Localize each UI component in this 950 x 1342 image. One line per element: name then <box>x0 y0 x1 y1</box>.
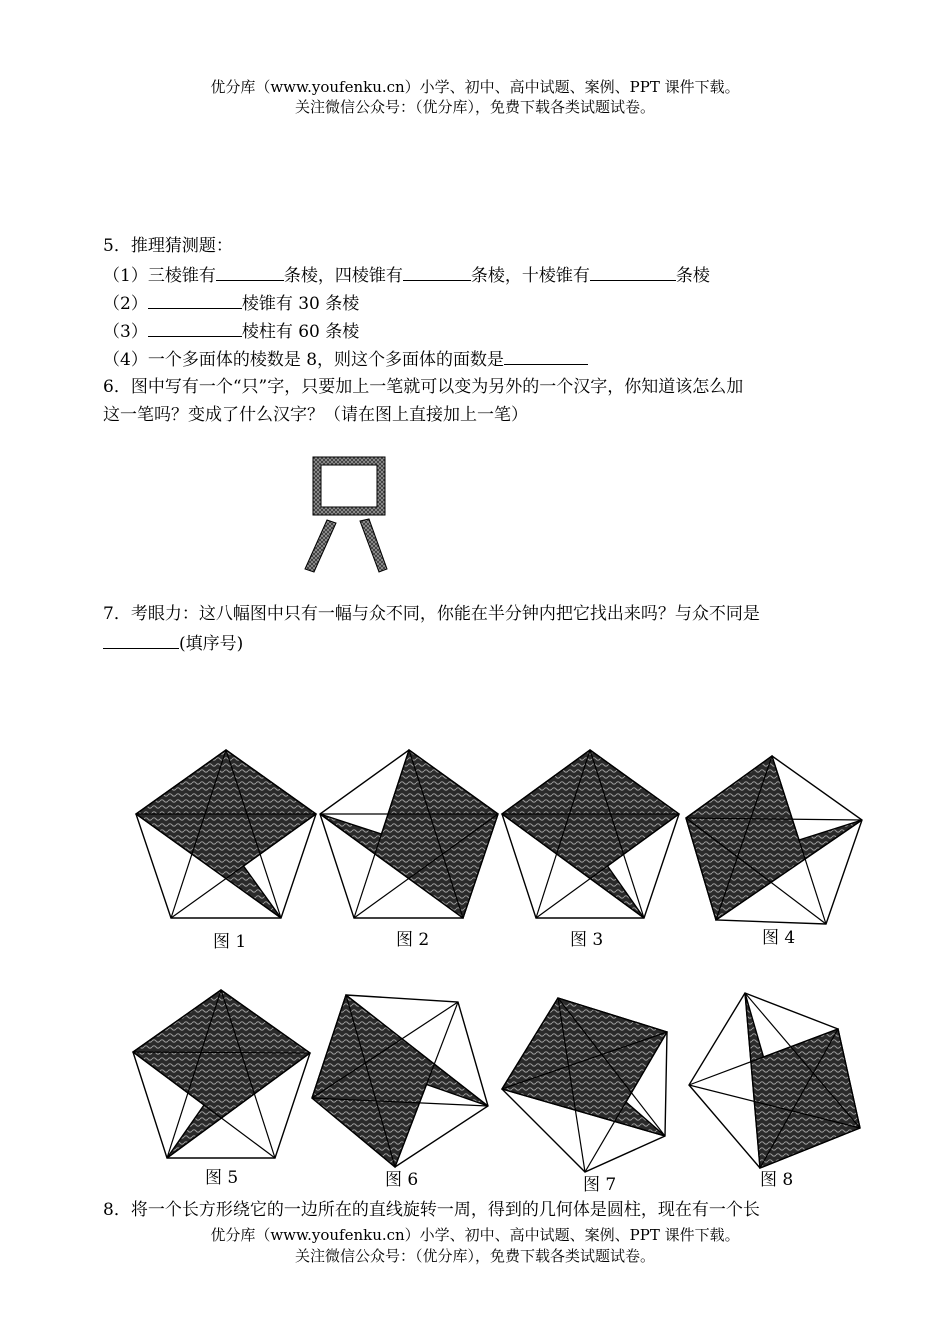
figure-caption: 图 7 <box>583 1175 617 1195</box>
footer-line-1: 优分库（www.youfenku.cn）小学、初中、高中试题、案例、PPT 课件下载。 <box>210 1226 740 1244</box>
pentagon-figure-8[interactable] <box>689 993 860 1168</box>
figure-caption: 图 8 <box>760 1170 794 1190</box>
footer-line-2: 关注微信公众号：（优分库），免费下载各类试题试卷。 <box>294 1247 655 1265</box>
pentagon-figure-6[interactable] <box>312 995 488 1167</box>
pentagon-figure-2[interactable] <box>320 750 498 918</box>
q5-part-2: （2） 棱锥有 30 条棱 <box>103 290 359 316</box>
q6-line-1: 6．图中写有一个“只”字，只要加上一笔就可以变为另外的一个汉字，你知道该怎么加 <box>103 377 744 397</box>
q7-line-1: 7．考眼力：这八幅图中只有一幅与众不同，你能在半分钟内把它找出来吗？与众不同是 <box>103 604 760 624</box>
q6-line-2: 这一笔吗？变成了什么汉字？（请在图上直接加上一笔） <box>103 405 528 425</box>
pentagon-figure-4[interactable] <box>686 756 862 924</box>
q7-line-2: (填序号) <box>103 630 243 656</box>
q5-title: 5．推理猜测题： <box>103 236 233 256</box>
figure-caption: 图 5 <box>205 1168 239 1188</box>
figure-caption: 图 2 <box>396 930 430 950</box>
pentagon-figure-7[interactable] <box>502 998 667 1172</box>
figure-caption: 图 4 <box>762 928 796 948</box>
header-line-2: 关注微信公众号：（优分库），免费下载各类试题试卷。 <box>294 98 655 116</box>
figure-caption: 图 6 <box>385 1170 419 1190</box>
q5-part-3: （3） 棱柱有 60 条棱 <box>103 318 359 344</box>
figure-caption: 图 1 <box>213 932 247 952</box>
header-line-1: 优分库（www.youfenku.cn）小学、初中、高中试题、案例、PPT 课件下载。 <box>210 78 740 96</box>
q8-line-1: 8．将一个长方形绕它的一边所在的直线旋转一周，得到的几何体是圆柱，现在有一个长 <box>103 1200 760 1220</box>
pentagon-figure-1[interactable] <box>136 750 316 918</box>
q5-part-4: （4）一个多面体的棱数是 8，则这个多面体的面数是 <box>103 346 588 372</box>
pentagon-figure-3[interactable] <box>502 750 679 918</box>
q5-part-1: （1）三棱锥有 条棱，四棱锥有 条棱，十棱锥有 条棱 <box>103 262 710 288</box>
figure-caption: 图 3 <box>570 930 604 950</box>
pentagon-figure-5[interactable] <box>133 990 310 1158</box>
zhi-character-figure[interactable] <box>305 457 387 572</box>
